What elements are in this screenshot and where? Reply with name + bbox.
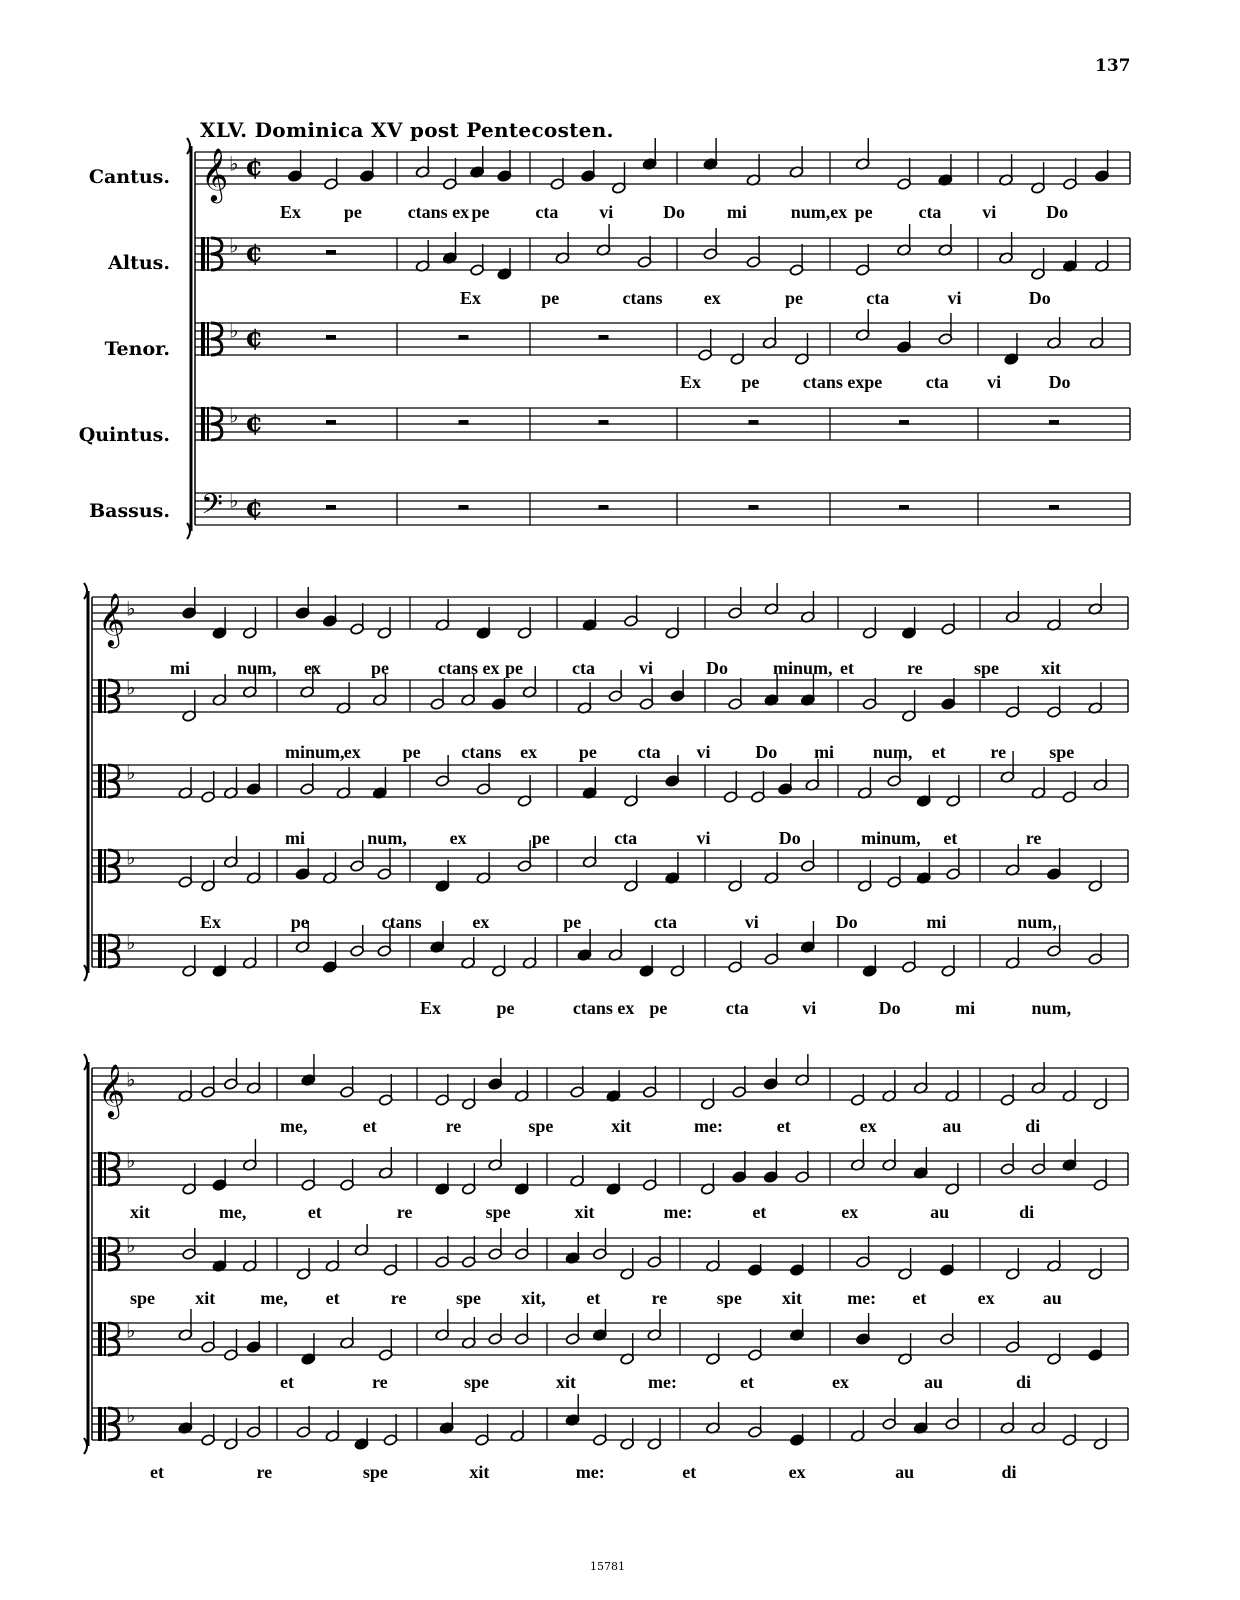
lyric-syllable: ex (703, 288, 721, 308)
lyric-syllable: xit (130, 1202, 150, 1222)
lyric-syllable: ex (841, 1202, 859, 1222)
lyric-syllable: vi (982, 202, 997, 222)
voice-label-bassus: Bassus. (89, 500, 170, 522)
lyric-syllable: ex (343, 742, 361, 762)
lyric-syllable: num, (367, 828, 407, 848)
lyric-syllable: vi (696, 742, 711, 762)
lyric-syllable: Do (663, 202, 686, 222)
whole-rest (899, 420, 909, 425)
voice-label-tenor: Tenor. (104, 338, 170, 360)
lyric-syllable: et (740, 1372, 754, 1392)
lyric-syllable: et (280, 1372, 294, 1392)
lyric-syllable: spe (485, 1202, 511, 1222)
lyric-syllable: ex (304, 658, 321, 678)
lyric-syllable: Ex (420, 998, 442, 1018)
lyric-syllable: vi (639, 658, 654, 678)
flat-key-signature: ♭ (229, 318, 239, 343)
flat-key-signature: ♭ (126, 675, 136, 700)
lyric-syllable: di (1025, 1116, 1041, 1136)
flat-key-signature: ♭ (126, 1233, 136, 1258)
lyric-syllable: me, (260, 1288, 288, 1308)
lyric-syllable: pe (563, 912, 582, 932)
lyric-syllable: me: (575, 1462, 605, 1482)
lyric-syllable: ctans (381, 912, 422, 932)
lyric-syllable: re (651, 1288, 668, 1308)
staff-cantus (92, 1054, 1128, 1119)
lyric-syllable: vi (802, 998, 817, 1018)
system-3 (84, 1054, 1128, 1454)
lyric-syllable: num, (1017, 912, 1057, 932)
lyric-syllable: pe (531, 828, 550, 848)
lyric-syllable: me: (847, 1288, 877, 1308)
lyric-syllable: pe (785, 288, 803, 308)
flat-key-signature: ♭ (126, 1148, 136, 1173)
c-clef (98, 1322, 119, 1356)
lyric-syllable: xit (574, 1202, 595, 1222)
bass-clef: 𝄢 (201, 488, 223, 528)
c-clef (98, 1407, 119, 1441)
staff-cantus (92, 583, 1128, 648)
lyric-syllable: pe (649, 998, 668, 1018)
c-clef (98, 849, 119, 883)
lyric-syllable: pe (578, 742, 597, 762)
lyric-syllable: cta (918, 202, 942, 222)
lyric-syllable: mi (285, 828, 305, 848)
lyric-syllable: pe (541, 288, 560, 308)
c-clef (201, 237, 222, 271)
lyric-syllable: pe (471, 202, 490, 222)
lyric-syllable: Do (706, 658, 728, 678)
lyric-syllable: re (396, 1202, 413, 1222)
whole-rest (326, 420, 336, 425)
lyric-syllable: spe (974, 658, 1000, 678)
lyric-syllable: mi (170, 658, 190, 678)
staff-bassus (195, 488, 1130, 528)
whole-rest (599, 420, 609, 425)
flat-key-signature: ♭ (229, 488, 239, 513)
lyric-syllable: xit (611, 1116, 632, 1136)
flat-key-signature: ♭ (126, 845, 136, 870)
c-clef (201, 322, 222, 356)
staff-bassus (92, 921, 1128, 977)
lyric-syllable: num,ex (790, 202, 848, 222)
staff-quintus (92, 1309, 1128, 1365)
staff-tenor (195, 309, 1130, 365)
lyric-syllable: ctans ex (802, 372, 865, 392)
voice-label-quintus: Quintus. (78, 424, 170, 446)
lyric-syllable: me: (694, 1116, 723, 1136)
flat-key-signature: ♭ (126, 596, 136, 621)
lyric-syllable: cta (637, 742, 661, 762)
staff-tenor (92, 1224, 1128, 1280)
lyric-syllable: et (307, 1202, 322, 1222)
lyric-syllable: cta (654, 912, 677, 932)
lyric-syllable: cta (866, 288, 890, 308)
cut-time-signature: ¢ (245, 323, 264, 354)
whole-rest (459, 505, 469, 510)
lyric-syllable: Do (835, 912, 858, 932)
lyric-syllable: xit (469, 1462, 490, 1482)
lyric-syllable: au (930, 1202, 950, 1222)
lyric-syllable: vi (987, 372, 1002, 392)
lyric-syllable: pe (496, 998, 515, 1018)
cut-time-signature: ¢ (245, 408, 264, 439)
lyric-syllable: au (1042, 1288, 1062, 1308)
page-number: 137 (1095, 56, 1131, 76)
lyric-syllable: pe (864, 372, 883, 392)
whole-rest (899, 505, 909, 510)
treble-clef: 𝄞 (98, 1063, 126, 1117)
c-clef (98, 764, 119, 798)
staff-quintus (195, 403, 1130, 441)
lyric-syllable: et (912, 1288, 927, 1308)
lyric-syllable: spe (362, 1462, 388, 1482)
lyric-syllable: et (752, 1202, 767, 1222)
cut-time-signature: ¢ (245, 238, 264, 269)
lyric-syllable: di (1001, 1462, 1017, 1482)
lyric-syllable: re (390, 1288, 407, 1308)
whole-rest (326, 250, 336, 255)
lyric-syllable: num, (872, 742, 913, 762)
c-clef (98, 1152, 119, 1186)
lyric-syllable: minum, (773, 658, 833, 678)
lyric-syllable: re (256, 1462, 273, 1482)
flat-key-signature: ♭ (126, 1067, 136, 1092)
system-1 (187, 138, 1130, 539)
lyric-syllable: ex (520, 742, 538, 762)
lyric-syllable: pe (371, 658, 389, 678)
flat-key-signature: ♭ (229, 151, 239, 176)
lyric-syllable: me, (280, 1116, 308, 1136)
lyric-syllable: mi (926, 912, 947, 932)
whole-rest (459, 335, 469, 340)
lyric-syllable: ex (788, 1462, 806, 1482)
treble-clef: 𝄞 (201, 147, 229, 201)
lyric-syllable: spe (1049, 742, 1075, 762)
cut-time-signature: ¢ (245, 152, 264, 183)
lyric-syllable: cta (614, 828, 638, 848)
lyric-syllable: Do (778, 828, 801, 848)
lyric-syllable: Ex (680, 372, 702, 392)
lyric-syllable: et (325, 1288, 340, 1308)
lyric-syllable: mi (814, 742, 835, 762)
lyric-syllable: ctans (461, 742, 502, 762)
lyric-syllable: mi (726, 202, 747, 222)
lyric-syllable: cta (725, 998, 749, 1018)
lyric-syllable: au (895, 1462, 915, 1482)
flat-key-signature: ♭ (126, 1318, 136, 1343)
treble-clef: 𝄞 (98, 592, 126, 646)
staff-quintus (92, 836, 1128, 892)
lyric-syllable: spe (130, 1288, 156, 1308)
lyric-syllable: di (1016, 1372, 1032, 1392)
lyric-syllable: Ex (460, 288, 482, 308)
lyric-syllable: vi (696, 828, 711, 848)
staff-tenor (92, 751, 1128, 807)
flat-key-signature: ♭ (229, 403, 239, 428)
lyric-syllable: et (931, 742, 946, 762)
lyric-syllable: re (372, 1372, 388, 1392)
voice-label-cantus: Cantus. (88, 166, 170, 188)
lyric-syllable: num, (1031, 998, 1072, 1018)
lyric-syllable: Do (878, 998, 901, 1018)
lyric-syllable: re (445, 1116, 462, 1136)
lyric-syllable: pe (505, 658, 523, 678)
lyric-syllable: xit (782, 1288, 802, 1308)
lyric-syllable: Do (1048, 372, 1071, 392)
lyric-syllable: vi (599, 202, 614, 222)
lyric-syllable: et (682, 1462, 697, 1482)
staff-cantus (195, 138, 1130, 203)
plate-number: 15781 (590, 1560, 625, 1573)
lyric-syllable: Do (755, 742, 778, 762)
lyric-syllable: Ex (280, 202, 302, 222)
flat-key-signature: ♭ (126, 760, 136, 785)
section-title: XLV. Dominica XV post Pentecosten. (200, 118, 614, 142)
lyric-syllable: ex (449, 828, 467, 848)
c-clef (98, 1237, 119, 1271)
lyric-syllable: xit (556, 1372, 576, 1392)
lyric-syllable: spe (464, 1372, 490, 1392)
staff-bassus (92, 1394, 1128, 1450)
lyric-syllable: di (1019, 1202, 1035, 1222)
lyric-syllable: vi (947, 288, 962, 308)
voice-label-altus: Altus. (108, 252, 170, 274)
lyric-syllable: pe (402, 742, 421, 762)
lyric-syllable: et (150, 1462, 164, 1482)
lyric-syllable: me: (648, 1372, 677, 1392)
lyric-syllable: ex (472, 912, 490, 932)
lyric-syllable: Do (1028, 288, 1051, 308)
whole-rest (1049, 505, 1059, 510)
lyric-syllable: re (907, 658, 923, 678)
lyric-syllable: xit (1041, 658, 1061, 678)
staff-altus (195, 224, 1130, 280)
lyric-syllable: et (362, 1116, 377, 1136)
lyric-syllable: ctans ex (407, 202, 470, 222)
lyric-syllable: num, (237, 658, 277, 678)
lyric-syllable: au (924, 1372, 944, 1392)
lyric-syllable: et (586, 1288, 601, 1308)
lyric-syllable: mi (955, 998, 976, 1018)
lyric-syllable: pe (741, 372, 760, 392)
c-clef (98, 679, 119, 713)
whole-rest (326, 505, 336, 510)
lyric-syllable: vi (744, 912, 759, 932)
lyric-syllable: cta (925, 372, 949, 392)
flat-key-signature: ♭ (126, 930, 136, 955)
lyric-syllable: et (776, 1116, 791, 1136)
flat-key-signature: ♭ (126, 1403, 136, 1428)
whole-rest (326, 335, 336, 340)
lyric-syllable: ctans ex (572, 998, 635, 1018)
lyric-syllable: ex (859, 1116, 877, 1136)
lyric-syllable: et (840, 658, 854, 678)
c-clef (201, 407, 222, 441)
lyric-syllable: et (943, 828, 958, 848)
lyric-syllable: Ex (200, 912, 222, 932)
lyric-syllable: ctans ex (438, 658, 500, 678)
lyric-syllable: spe (528, 1116, 554, 1136)
lyric-syllable: ex (832, 1372, 849, 1392)
lyric-syllable: spe (456, 1288, 482, 1308)
lyric-syllable: pe (854, 202, 873, 222)
lyric-syllable: minum, (285, 742, 345, 762)
lyric-syllable: xit (195, 1288, 216, 1308)
whole-rest (459, 420, 469, 425)
staff-altus (92, 1139, 1128, 1195)
cut-time-signature: ¢ (245, 493, 264, 524)
lyric-syllable: re (990, 742, 1007, 762)
c-clef (98, 934, 119, 968)
lyric-syllable: pe (290, 912, 309, 932)
whole-rest (599, 335, 609, 340)
lyric-syllable: me, (218, 1202, 247, 1222)
lyric-syllable: xit, (521, 1288, 546, 1308)
lyric-syllable: ex (977, 1288, 995, 1308)
lyric-syllable: re (1025, 828, 1042, 848)
lyric-syllable: Do (1046, 202, 1069, 222)
lyric-syllable: cta (535, 202, 559, 222)
lyric-syllable: me: (663, 1202, 693, 1222)
lyric-syllable: spe (716, 1288, 742, 1308)
lyric-syllable: minum, (861, 828, 921, 848)
whole-rest (749, 420, 759, 425)
lyric-syllable: pe (343, 202, 362, 222)
whole-rest (599, 505, 609, 510)
flat-key-signature: ♭ (229, 233, 239, 258)
lyric-syllable: cta (572, 658, 595, 678)
system-2 (84, 583, 1128, 981)
lyric-syllable: ctans (622, 288, 663, 308)
whole-rest (1049, 420, 1059, 425)
whole-rest (749, 505, 759, 510)
lyric-syllable: au (942, 1116, 962, 1136)
